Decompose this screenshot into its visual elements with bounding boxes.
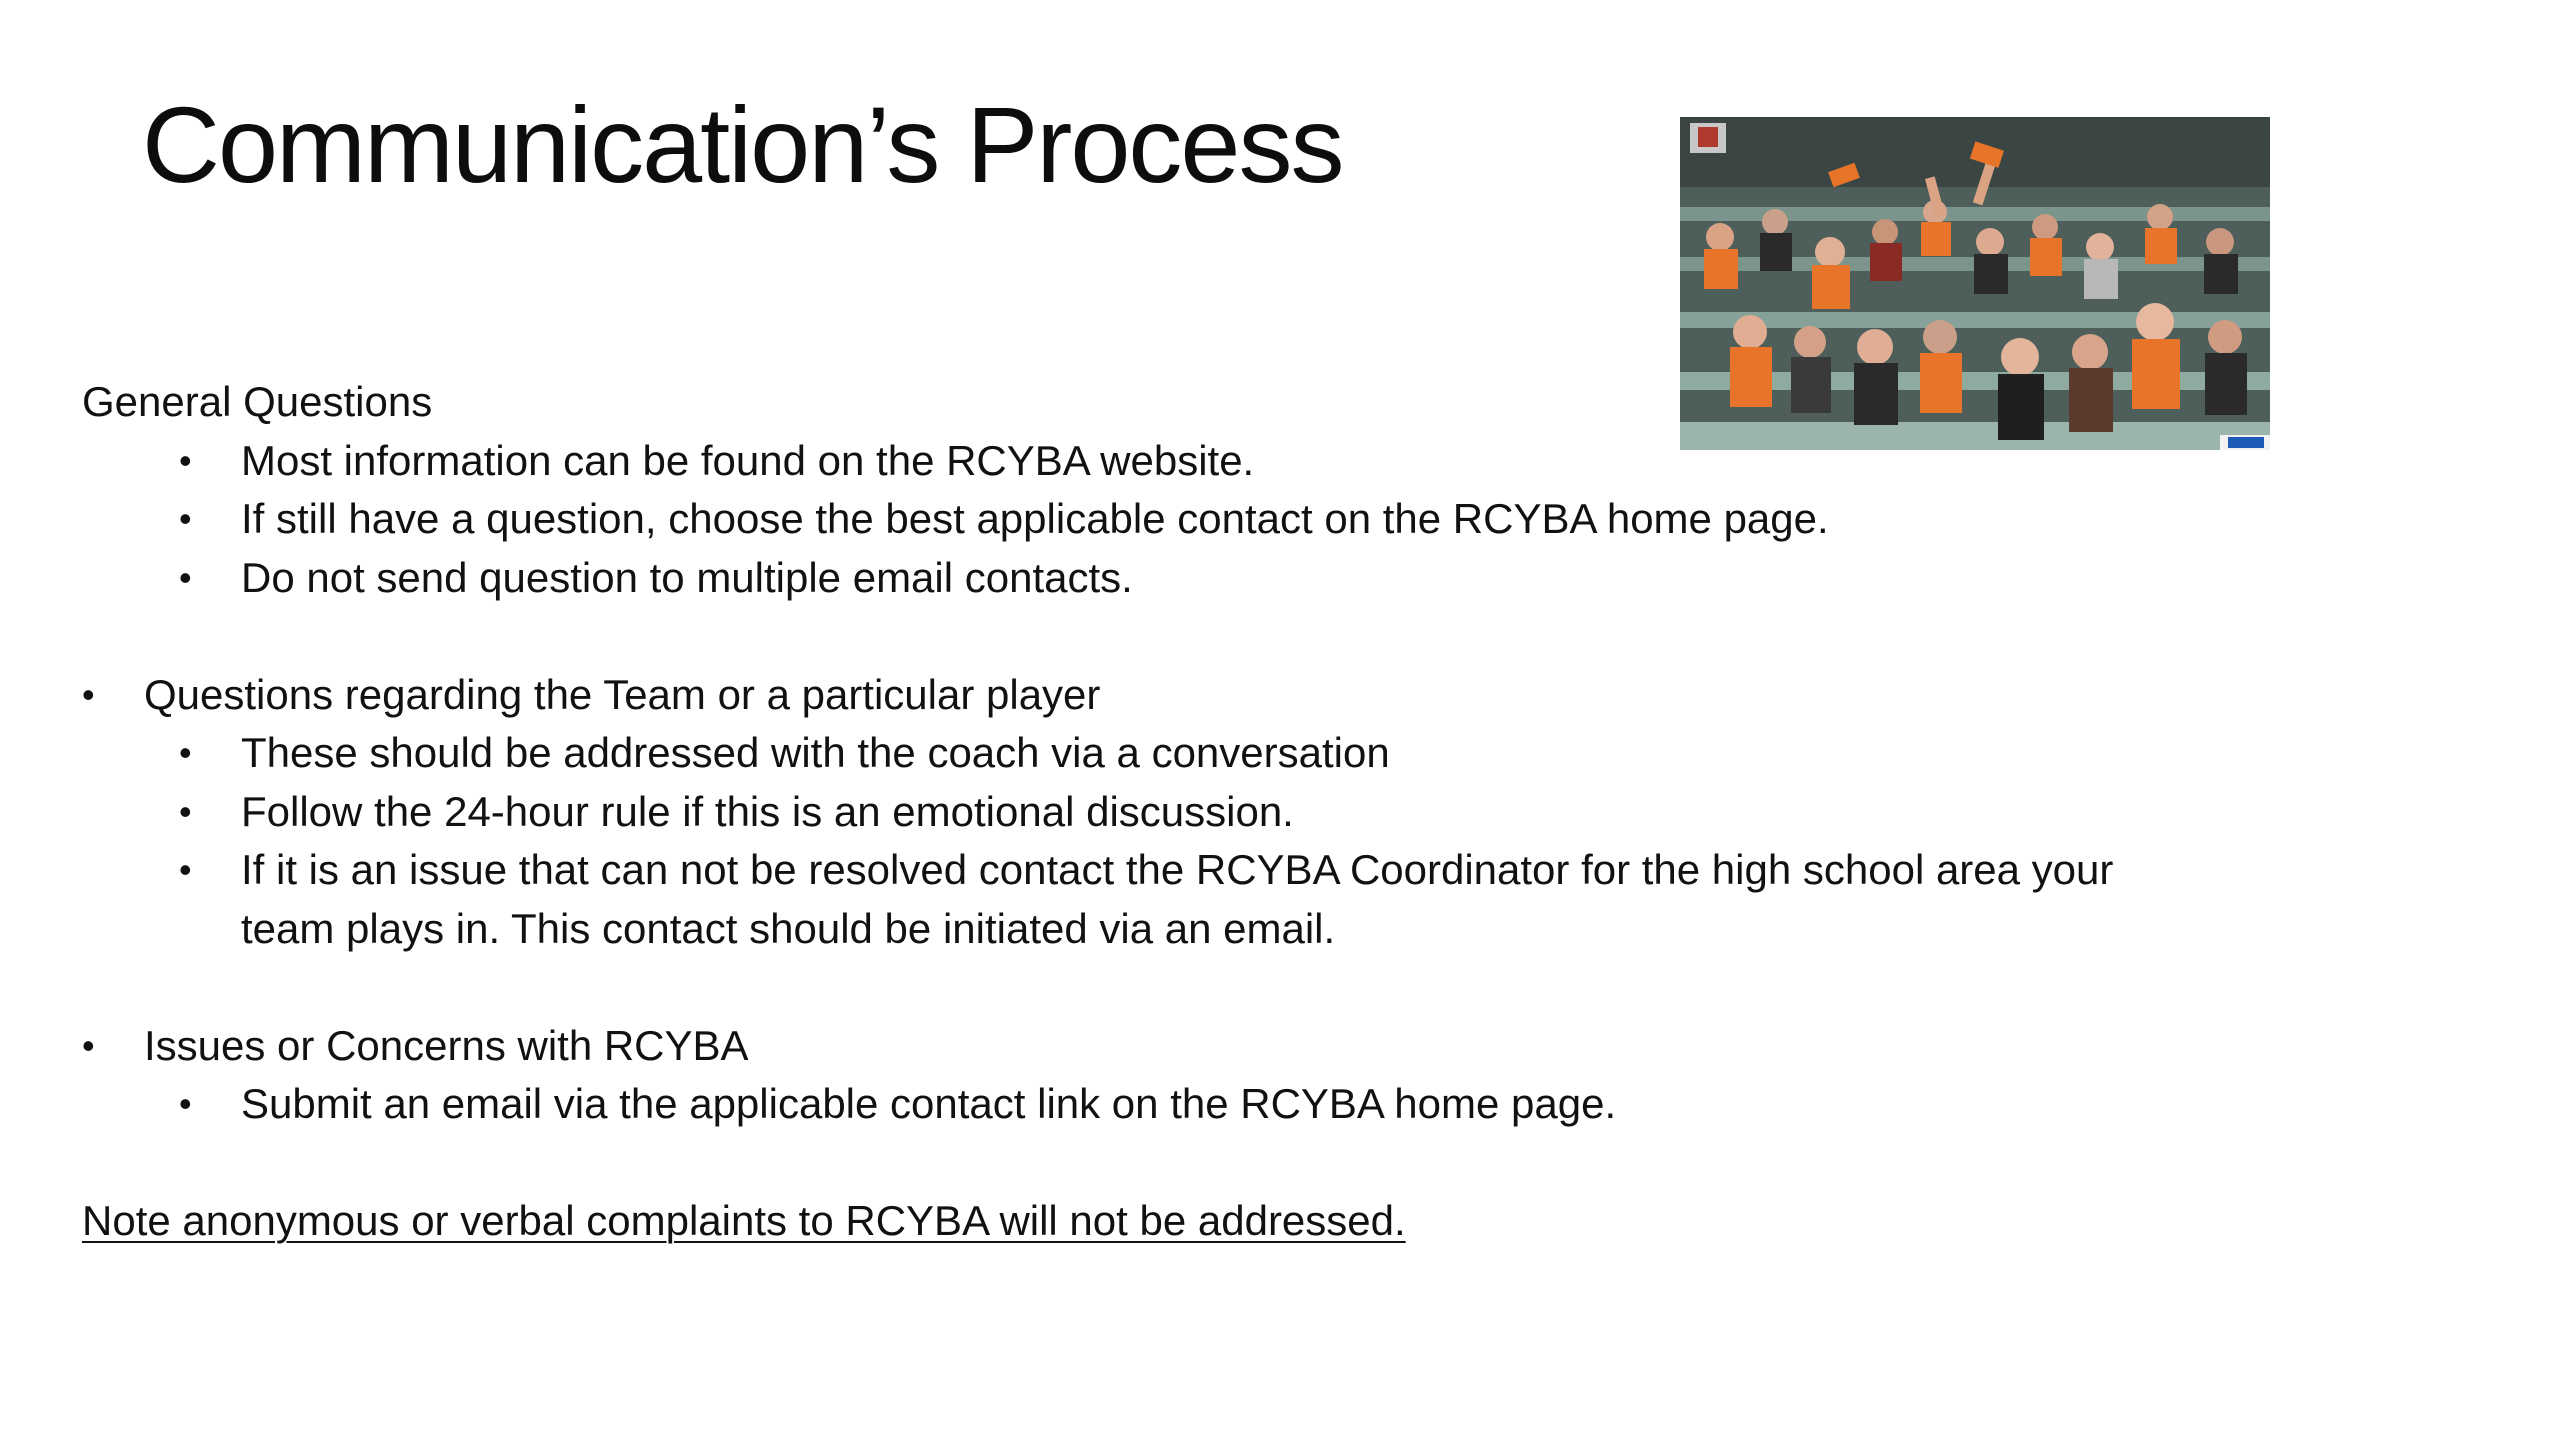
section-heading-issues-concerns <box>82 1017 2382 1076</box>
list-item <box>82 841 2382 900</box>
spacer <box>82 958 2382 1017</box>
list-item <box>82 724 2382 783</box>
note-text: Note anonymous or verbal complaints to RCYBA will not be addressed. <box>82 1197 1406 1244</box>
section-heading-general-questions <box>82 373 2382 432</box>
list-item <box>82 432 2382 491</box>
section-heading-text: General Questions <box>82 378 433 425</box>
bullet-icon: • <box>179 556 192 598</box>
bullet-icon: • <box>179 439 192 481</box>
list-item-text: If it is an issue that can not be resolved contact the RCYBA Coordinator for the high school area your <box>241 846 2114 893</box>
bullet-icon: • <box>179 849 192 890</box>
bullet-icon: • <box>179 790 192 832</box>
list-item <box>82 1075 2382 1134</box>
list-item-text: These should be addressed with the coach via a conversation <box>241 729 1390 776</box>
list-item-text: team plays in. This contact should be initiated via an email. <box>241 904 1336 952</box>
note <box>82 1192 2382 1251</box>
bullet-icon: • <box>179 498 192 539</box>
list-item <box>82 490 2382 549</box>
list-item-text: If still have a question, choose the best applicable contact on the RCYBA home page. <box>241 495 1829 542</box>
spacer <box>82 1134 2382 1193</box>
slide-body <box>82 373 2382 1251</box>
section-heading-text: Questions regarding the Team or a particular player <box>144 670 1101 718</box>
list-item-text: Most information can be found on the RCYBA website. <box>241 436 1255 484</box>
list-item-text: Do not send question to multiple email contacts. <box>241 553 1133 601</box>
slide-title: Communication’s Process <box>142 84 1343 205</box>
list-item <box>82 783 2382 842</box>
bullet-icon: • <box>179 1083 192 1124</box>
spacer <box>82 607 2382 666</box>
bullet-icon: • <box>82 673 95 715</box>
list-item-text: Submit an email via the applicable contact link on the RCYBA home page. <box>241 1080 1617 1127</box>
list-item <box>82 549 2382 608</box>
bullet-icon: • <box>179 732 192 773</box>
list-item-continuation <box>82 900 2382 959</box>
list-item-text: Follow the 24-hour rule if this is an emotional discussion. <box>241 787 1294 835</box>
section-heading-team-questions <box>82 666 2382 725</box>
bullet-icon: • <box>82 1024 95 1066</box>
section-heading-text: Issues or Concerns with RCYBA <box>144 1021 749 1069</box>
